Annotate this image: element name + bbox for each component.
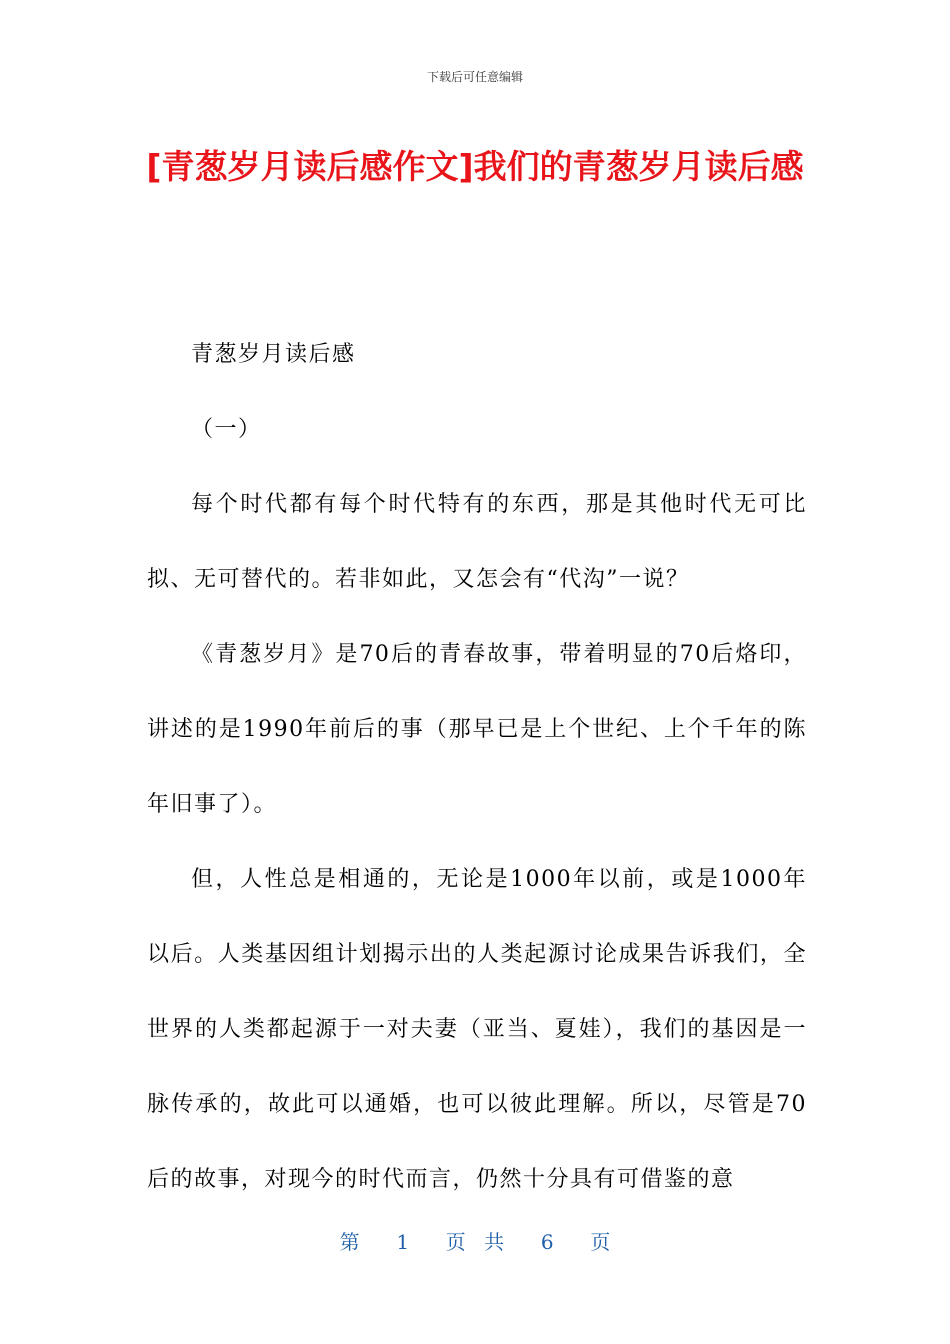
body-paragraph: 每个时代都有每个时代特有的东西，那是其他时代无可比拟、无可替代的。若非如此，又怎会有“代沟”一说？ (147, 492, 807, 592)
page-number: 第 1 页 共 6 页 (339, 1230, 611, 1254)
subtitle-paragraph: 青葱岁月读后感 (191, 342, 356, 367)
header-note: 下载后可任意编辑 (426, 70, 523, 84)
body-paragraph: 但，人性总是相通的，无论是1000年以前，或是1000年以后。人类基因组计划揭示出的人类起源讨论成果告诉我们，全世界的人类都起源于一对夫妻（亚当、夏娃），我们的基因是一脉传承的，故此可以通婚，也可以彼此理解。所以，尽管是70后的故事，对现今的时代而言，仍然十分具有可借鉴的意 (147, 867, 807, 1192)
page-footer (0, 1226, 950, 1255)
section-number: （一） (191, 417, 262, 442)
document-title: [青葱岁月读后感作文]我们的青葱岁月读后感 (146, 147, 804, 186)
document-body (147, 317, 807, 1217)
body-paragraph: 《青葱岁月》是70后的青春故事，带着明显的70后烙印，讲述的是1990年前后的事（那早已是上个世纪、上个千年的陈年旧事了）。 (147, 642, 807, 817)
